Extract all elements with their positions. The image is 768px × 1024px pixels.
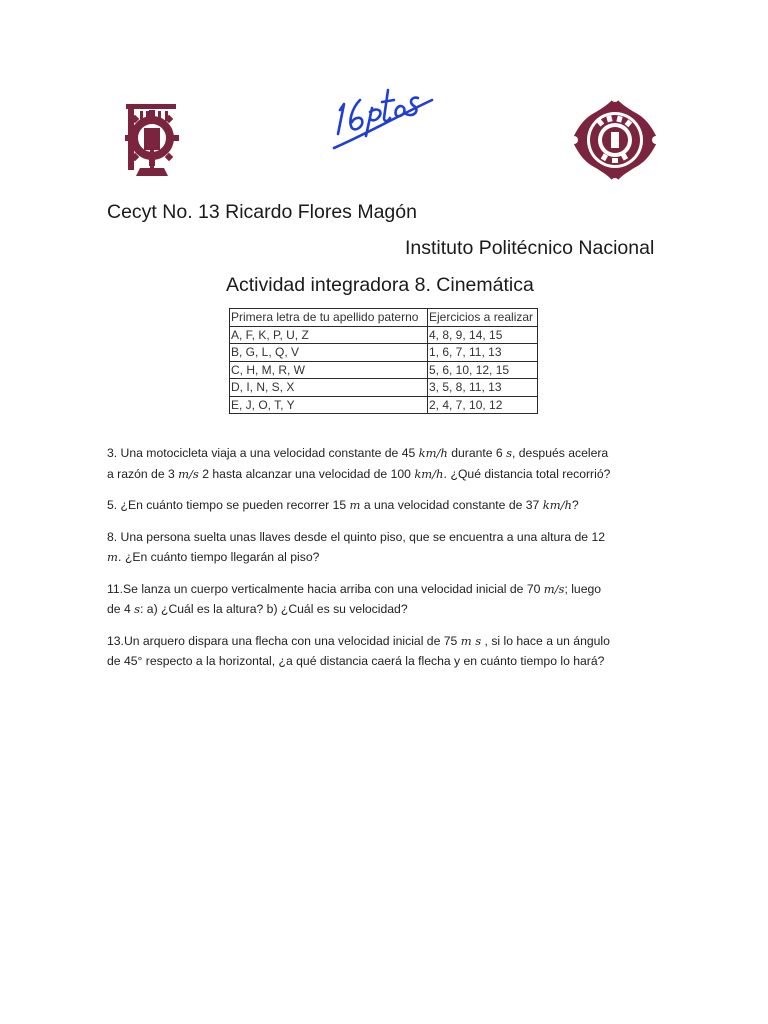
math-unit: s <box>506 446 512 460</box>
table-cell: B, G, L, Q, V <box>230 344 428 362</box>
problem-text: 13.Un arquero dispara una flecha con una velocidad inicial de 75 <box>107 633 461 648</box>
problem-text: durante 6 <box>447 446 507 460</box>
problem-line <box>107 631 667 652</box>
problem-8 <box>107 527 667 568</box>
math-unit: m/s <box>178 466 199 481</box>
problem-text: de 4 <box>107 602 135 616</box>
table-row <box>230 326 538 344</box>
table-cell: 5, 6, 10, 12, 15 <box>428 361 538 379</box>
math-unit: km/h <box>418 446 448 460</box>
problem-text: 3. Una motocicleta viaja a una velocidad constante de 45 <box>107 446 419 460</box>
problem-text: 2 hasta alcanzar una velocidad de 100 <box>198 466 415 481</box>
table-header-cell: Ejercicios a realizar <box>428 309 538 327</box>
table-row <box>230 379 538 397</box>
problem-11 <box>107 579 667 620</box>
math-unit: s <box>134 602 141 616</box>
problem-text: , después acelera <box>512 446 609 460</box>
problem-text: 8. Una persona suelta unas llaves desde el quinto piso, que se encuentra a una altura de 12 <box>107 529 606 544</box>
table-cell: 4, 8, 9, 14, 15 <box>428 326 538 344</box>
problem-line <box>107 599 667 620</box>
problem-text: ¿Qué distancia total recorrió? <box>447 466 611 481</box>
problem-line <box>107 495 667 516</box>
assignment-table <box>229 308 538 414</box>
math-unit: m. <box>107 550 122 564</box>
activity-title: Actividad integradora 8. Cinemática <box>226 274 534 296</box>
table-cell: 2, 4, 7, 10, 12 <box>428 396 538 414</box>
math-unit: m <box>349 498 361 512</box>
problem-line <box>107 527 667 548</box>
table-cell: 3, 5, 8, 11, 13 <box>428 379 538 397</box>
problem-text: ; luego <box>564 581 602 596</box>
school-name: Cecyt No. 13 Ricardo Flores Magón <box>107 201 417 223</box>
ipn-logo <box>122 98 184 180</box>
problem-text: , si lo hace a un ángulo <box>481 633 610 648</box>
problem-13 <box>107 631 667 672</box>
table-row <box>230 361 538 379</box>
problem-line <box>107 579 667 600</box>
problem-line <box>107 464 667 485</box>
cecyt-logo <box>568 92 662 188</box>
problem-3 <box>107 443 667 484</box>
table-row <box>230 344 538 362</box>
table-cell: 1, 6, 7, 11, 13 <box>428 344 538 362</box>
math-unit: km/h <box>542 498 572 512</box>
problem-text: : a) ¿Cuál es la altura? b) ¿Cuál es su velocidad? <box>140 602 408 616</box>
institute-name: Instituto Politécnico Nacional <box>405 237 655 259</box>
math-unit: m s <box>460 633 482 648</box>
problem-text: ? <box>571 498 579 512</box>
problem-text: a una velocidad constante de 37 <box>360 498 543 512</box>
problem-text: de 45° respecto a la horizontal, ¿a qué distancia caerá la flecha y en cuánto tiempo lo hará? <box>107 654 605 668</box>
problem-line <box>107 443 667 464</box>
problem-list <box>107 443 667 683</box>
table-header-row <box>230 309 538 327</box>
table-header-cell: Primera letra de tu apellido paterno <box>230 309 428 327</box>
problem-text: 5. ¿En cuánto tiempo se pueden recorrer 15 <box>107 498 350 512</box>
table-cell: E, J, O, T, Y <box>230 396 428 414</box>
table-row <box>230 396 538 414</box>
problem-text: ¿En cuánto tiempo llegarán al piso? <box>121 550 320 564</box>
problem-text: 11.Se lanza un cuerpo verticalmente hacia arriba con una velocidad inicial de 70 <box>107 581 544 596</box>
problem-line <box>107 547 667 568</box>
problem-text: a razón de 3 <box>107 466 179 481</box>
table-cell: D, I, N, S, X <box>230 379 428 397</box>
math-unit: km/h. <box>414 466 448 481</box>
table-cell: C, H, M, R, W <box>230 361 428 379</box>
table-cell: A, F, K, P, U, Z <box>230 326 428 344</box>
math-unit: m/s <box>543 581 565 596</box>
problem-line <box>107 651 667 672</box>
handwritten-score <box>326 66 438 152</box>
problem-5 <box>107 495 667 516</box>
